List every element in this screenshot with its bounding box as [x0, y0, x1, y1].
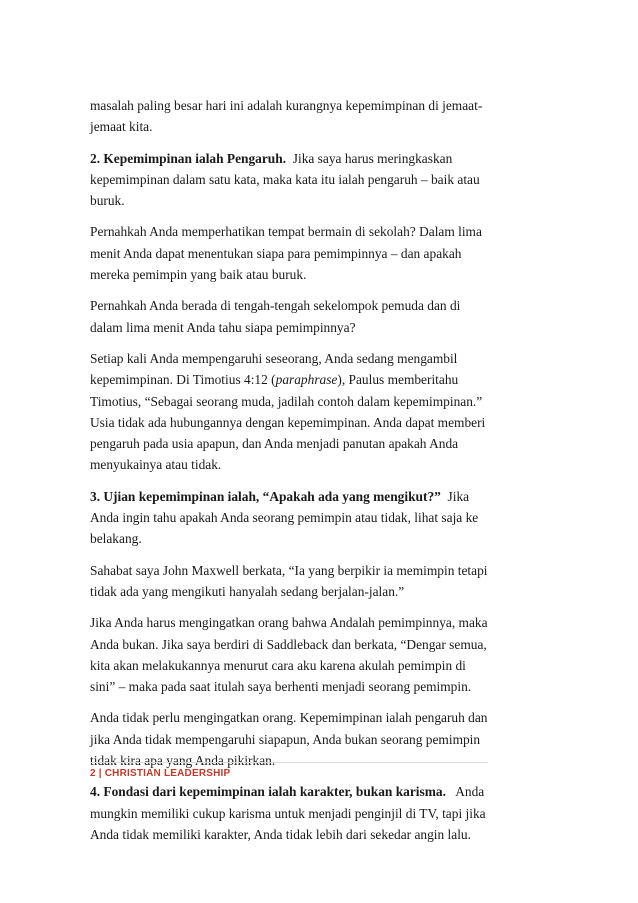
paragraph-text: Pernahkah Anda memperhatikan tempat bermain di sekolah? Dalam lima menit Anda dapat menentukan siapa para pemimpinnya – dan apakah mereka pemimpin yang baik atau buruk. — [90, 224, 486, 283]
page-footer — [90, 768, 230, 779]
footer-divider — [90, 762, 488, 763]
paragraph-text: Anda tidak perlu mengingatkan orang. Kepemimpinan ialah pengaruh dan jika Anda tidak mempengaruhi siapapun, Anda bukan seorang pemimpin tidak kira apa yang Anda pikirkan. — [90, 710, 491, 769]
paragraph-text: ), Paulus memberitahu Timotius, “Sebagai seorang muda, jadilah contoh dalam kepemimpinan.” Usia tidak ada hubungannya dengan kepemimpinan. Anda dapat memberi pengaruh pada usia apapun, dan Anda menjadi panutan apakah Anda menyukainya atau tidak. — [90, 372, 489, 473]
paragraph-text: masalah paling besar hari ini adalah kurangnya kepemimpinan di jemaat-jemaat kita. — [90, 98, 483, 135]
paragraph-text: Anda mungkin memiliki cukup karisma untuk menjadi penginjil di TV, tapi jika Anda tidak memiliki karakter, Anda tidak lebih dari sekedar angin lalu. — [90, 784, 489, 842]
footer-separator: | — [95, 768, 105, 779]
paragraph — [90, 295, 490, 338]
paragraph — [90, 612, 490, 697]
paragraph — [90, 221, 490, 285]
section-heading: 3. Ujian kepemimpinan ialah, “Apakah ada yang mengikut?” — [90, 488, 441, 504]
paragraph-text: Jika Anda ingin tahu apakah Anda seorang pemimpin atau tidak, lihat saja ke belakang. — [90, 488, 482, 547]
paragraph — [90, 781, 490, 845]
paragraph-text: Pernahkah Anda berada di tengah-tengah sekelompok pemuda dan di dalam lima menit Anda tahu siapa pemimpinnya? — [90, 298, 464, 335]
paragraph-text: Sahabat saya John Maxwell berkata, “Ia yang berpikir ia memimpin tetapi tidak ada yang mengikuti hanyalah sedang berjalan-jalan.” — [90, 562, 491, 599]
footer-title: CHRISTIAN LEADERSHIP — [104, 768, 231, 779]
paragraph — [90, 348, 490, 476]
body-text — [90, 95, 490, 855]
paragraph — [90, 95, 490, 138]
section-heading: 2. Kepemimpinan ialah Pengaruh. — [90, 150, 287, 166]
paragraph-text: Jika saya harus meringkaskan kepemimpinan dalam satu kata, maka kata itu ialah pengaruh – baik atau buruk. — [90, 150, 484, 209]
paragraph-text: Jika Anda harus mengingatkan orang bahwa Andalah pemimpinnya, maka Anda bukan. Jika saya berdiri di Saddleback dan berkata, “Dengar semua, kita akan melakukannya menurut cara aku karena akulah pemimpin di sini” – maka pada saat itulah saya berhenti menjadi seorang pemimpin. — [90, 615, 491, 695]
section-heading: 4. Fondasi dari kepemimpinan ialah karakter, bukan karisma. — [90, 784, 446, 800]
paragraph-text: Setiap kali Anda mempengaruhi seseorang, Anda sedang mengambil kepemimpinan. Di Timotius 4:12 ( — [90, 350, 461, 388]
paragraph — [90, 148, 490, 212]
italic-text: paraphrase — [275, 372, 338, 388]
paragraph — [90, 560, 490, 603]
paragraph — [90, 486, 490, 550]
page-number: 2 — [90, 768, 96, 779]
